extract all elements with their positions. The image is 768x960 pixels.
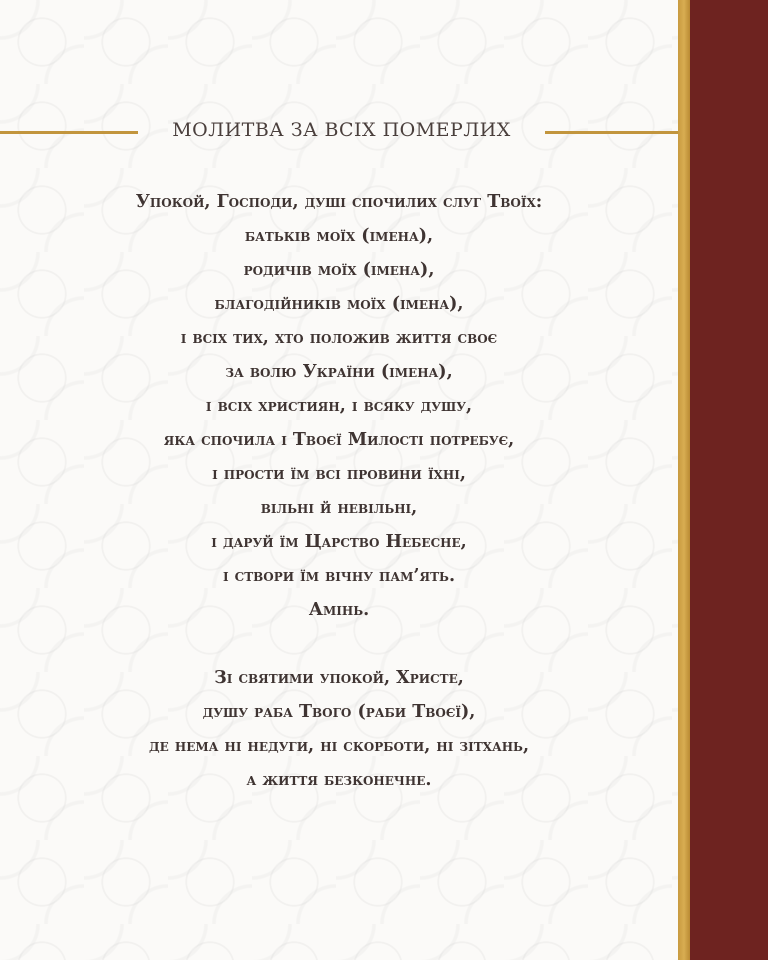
burgundy-side-panel — [690, 0, 768, 960]
prayer-amen: Амінь. — [308, 600, 370, 620]
prayer-line: і всіх тих, хто положив життя своє — [180, 328, 498, 348]
prayer-line: яка спочила і Твоєї Милості потребує, — [163, 430, 515, 450]
prayer-line: а життя безконечне. — [246, 770, 432, 790]
prayer-line: і даруй їм Царство Небесне, — [211, 532, 467, 552]
page-title: МОЛИТВА ЗА ВСІХ ПОМЕРЛИХ — [172, 119, 511, 141]
prayer-line: родичів моїх (імена), — [243, 260, 435, 280]
prayer-line: вільні й невільні, — [260, 498, 418, 518]
prayer-line: Зі святими упокой, Христе, — [214, 668, 464, 688]
gold-border-strip — [678, 0, 690, 960]
prayer-stanza-1 — [0, 185, 678, 627]
prayer-line: батьків моїх (імена), — [244, 226, 434, 246]
title-rule-left — [0, 131, 138, 134]
prayer-line: благодійників моїх (імена), — [214, 294, 464, 314]
prayer-line: Упокой, Господи, душі спочилих слуг Твоїх: — [135, 192, 543, 212]
prayer-line: за волю України (імена), — [225, 362, 453, 382]
prayer-line: і всіх християн, і всяку душу, — [205, 396, 473, 416]
prayer-line: душу раба Твого (раби Твоєї), — [202, 702, 476, 722]
prayer-stanza-2 — [0, 661, 678, 797]
prayer-line: і створи їм вічну пам’ять. — [222, 566, 456, 586]
title-rule-right — [545, 131, 678, 134]
prayer-line: де нема ні недуги, ні скорботи, ні зітхань, — [148, 736, 530, 756]
prayer-line: і прости їм всі провини їхні, — [212, 464, 466, 484]
